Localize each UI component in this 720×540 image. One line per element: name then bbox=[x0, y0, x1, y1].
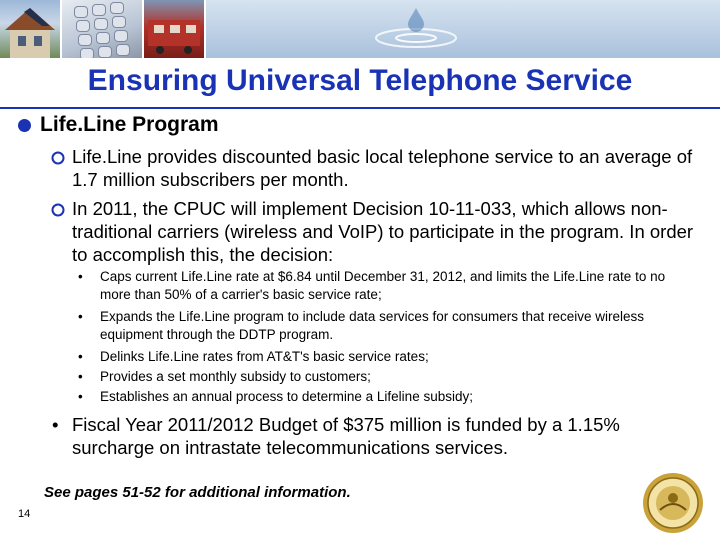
heading-text: Life.Line Program bbox=[40, 113, 219, 136]
subpoint-text: Expands the Life.Line program to include data services for consumers that receive wireless equipment through the DDTP program. bbox=[100, 309, 645, 342]
point-text: In 2011, the CPUC will implement Decision 10-11-033, which allows non-traditional carriers (wireless and VoIP) to participate in the program. In order to accomplish this, the decision: bbox=[72, 198, 694, 265]
subpoint bbox=[78, 268, 693, 304]
bullet-icon: • bbox=[78, 309, 83, 324]
header-banner bbox=[0, 0, 720, 58]
bullet-dot-icon bbox=[18, 119, 31, 132]
house-icon bbox=[0, 0, 60, 58]
subpoint bbox=[78, 368, 693, 386]
subpoint-text: Provides a set monthly subsidy to customers; bbox=[100, 369, 371, 384]
water-ripple-icon bbox=[206, 0, 720, 58]
page-number: 14 bbox=[18, 508, 31, 520]
bullet-icon: • bbox=[78, 369, 83, 384]
house-solar-photo bbox=[0, 0, 60, 58]
bullet-icon: • bbox=[52, 414, 59, 435]
subpoint bbox=[78, 308, 693, 344]
heading-lifeline bbox=[18, 113, 219, 137]
point-text: Life.Line provides discounted basic local telephone service to an average of 1.7 million subscribers per month. bbox=[72, 146, 693, 190]
subpoint bbox=[78, 388, 693, 406]
hollow-circle-bullet-icon bbox=[51, 203, 65, 217]
subpoint-text: Delinks Life.Line rates from AT&T's basic service rates; bbox=[100, 349, 429, 364]
budget-text: Fiscal Year 2011/2012 Budget of $375 million is funded by a 1.15% surcharge on intrastate telecommunications services. bbox=[72, 414, 620, 458]
subpoint-text: Caps current Life.Line rate at $6.84 until December 31, 2012, and limits the Life.Line rate to no more than 50% of a carrier's basic service rate; bbox=[100, 269, 666, 302]
bullet-icon: • bbox=[78, 269, 83, 284]
title-divider bbox=[0, 107, 720, 109]
hollow-circle-bullet-icon bbox=[51, 151, 65, 165]
cpuc-seal-icon bbox=[642, 472, 704, 534]
budget-point bbox=[52, 413, 692, 459]
slide-title: Ensuring Universal Telephone Service bbox=[87, 64, 633, 97]
phone-keypad-photo bbox=[62, 0, 142, 58]
subpoint-text: Establishes an annual process to determine a Lifeline subsidy; bbox=[100, 389, 473, 404]
railcar-photo bbox=[144, 0, 204, 58]
bullet-icon: • bbox=[78, 349, 83, 364]
water-drop-photo bbox=[206, 0, 720, 58]
reference-note: See pages 51-52 for additional information. bbox=[44, 484, 351, 501]
point-2 bbox=[52, 197, 702, 266]
train-icon bbox=[144, 0, 204, 58]
subpoint bbox=[78, 348, 693, 366]
bullet-icon: • bbox=[78, 389, 83, 404]
point-1 bbox=[52, 145, 702, 191]
